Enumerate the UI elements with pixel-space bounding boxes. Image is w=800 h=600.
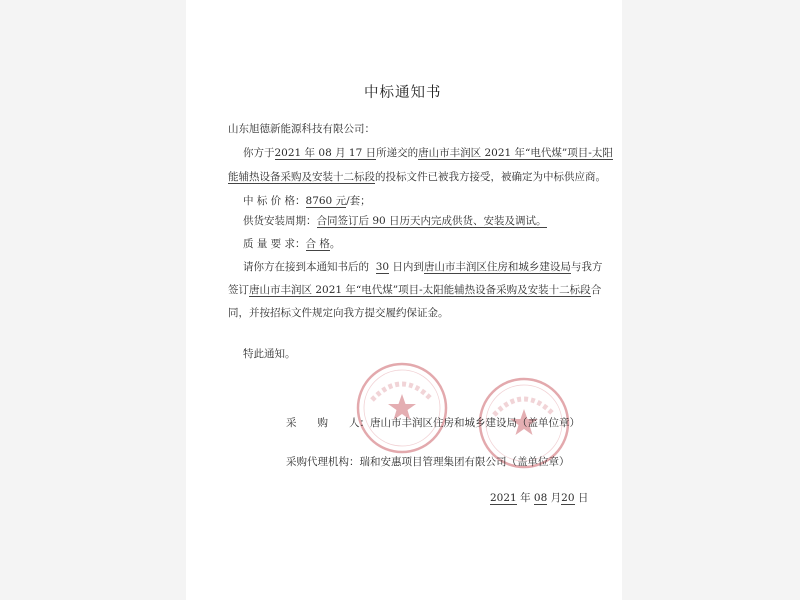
project-name-part-2: 能辅热设备采购及安装十二标段 bbox=[228, 171, 375, 183]
period-row bbox=[243, 214, 547, 228]
document-title: 中标通知书 bbox=[364, 85, 442, 101]
period-label: 供货安装周期： bbox=[243, 215, 317, 227]
price-unit: /套； bbox=[346, 195, 371, 207]
purchaser-seal-stamp-icon bbox=[354, 360, 450, 456]
paragraph-1-line-1 bbox=[243, 146, 613, 160]
paragraph-1-line-2 bbox=[228, 170, 606, 184]
price-row bbox=[243, 194, 371, 208]
p2-mid2: 与我方 bbox=[570, 261, 603, 273]
notice-text: 特此通知。 bbox=[243, 348, 296, 360]
date-month-unit: 月 bbox=[550, 492, 562, 504]
date-day: 20 bbox=[561, 492, 575, 504]
quality-row bbox=[243, 237, 340, 251]
date-day-unit: 日 bbox=[577, 492, 589, 504]
price-label: 中 标 价 格： bbox=[243, 195, 306, 207]
p2-prefix: 请你方在接到本通知书后的 bbox=[243, 261, 369, 273]
period-value: 合同签订后 90 日历天内完成供货、安装及调试。 bbox=[316, 215, 547, 227]
price-value: 8760 元 bbox=[305, 195, 347, 207]
agency-row bbox=[286, 455, 570, 469]
project-name-part-1: 唐山市丰润区 2021 年“电代煤”项目-太阳 bbox=[418, 147, 613, 159]
contract-project: 唐山市丰润区 2021 年“电代煤”项目-太阳能辅热设备采购及安装十二标段 bbox=[249, 284, 591, 296]
days-value: 30 bbox=[375, 261, 390, 273]
quality-value: 合 格 bbox=[305, 238, 330, 250]
purchaser-row bbox=[286, 416, 580, 430]
addressee: 山东旭德新能源科技有限公司： bbox=[228, 123, 375, 135]
paragraph-2-line-2 bbox=[228, 283, 601, 297]
p2-line2-prefix: 签订 bbox=[228, 284, 249, 296]
paragraph-2-line-1 bbox=[243, 260, 602, 274]
purchaser-value: 唐山市丰润区住房和城乡建设局（盖单位章） bbox=[370, 417, 580, 429]
issue-date bbox=[490, 491, 588, 505]
purchaser-label: 采 购 人： bbox=[286, 417, 370, 429]
paragraph-2-line-3: 同，并按招标文件规定向我方提交履约保证金。 bbox=[228, 307, 449, 319]
agency-value: 瑞和安惠项目管理集团有限公司（盖单位章） bbox=[359, 456, 570, 468]
contract-place: 唐山市丰润区住房和城乡建设局 bbox=[423, 261, 571, 273]
date-year-unit: 年 bbox=[520, 492, 531, 504]
p1-mid: 所递交的 bbox=[376, 147, 419, 159]
p2-mid1: 日内到 bbox=[392, 261, 424, 273]
p1-suffix: 的投标文件已被我方接受，被确定为中标供应商。 bbox=[375, 171, 606, 183]
date-month: 08 bbox=[533, 492, 548, 504]
p1-prefix: 你方于 bbox=[243, 147, 275, 159]
submission-date: 2021 年 08 月 17 日 bbox=[274, 147, 377, 159]
document-page bbox=[186, 0, 622, 600]
quality-label: 质 量 要 求： bbox=[243, 238, 306, 250]
quality-end: 。 bbox=[329, 238, 341, 250]
date-year: 2021 bbox=[490, 492, 517, 504]
agency-label: 采购代理机构： bbox=[286, 456, 360, 468]
p2-line2-suffix: 合 bbox=[590, 284, 602, 296]
